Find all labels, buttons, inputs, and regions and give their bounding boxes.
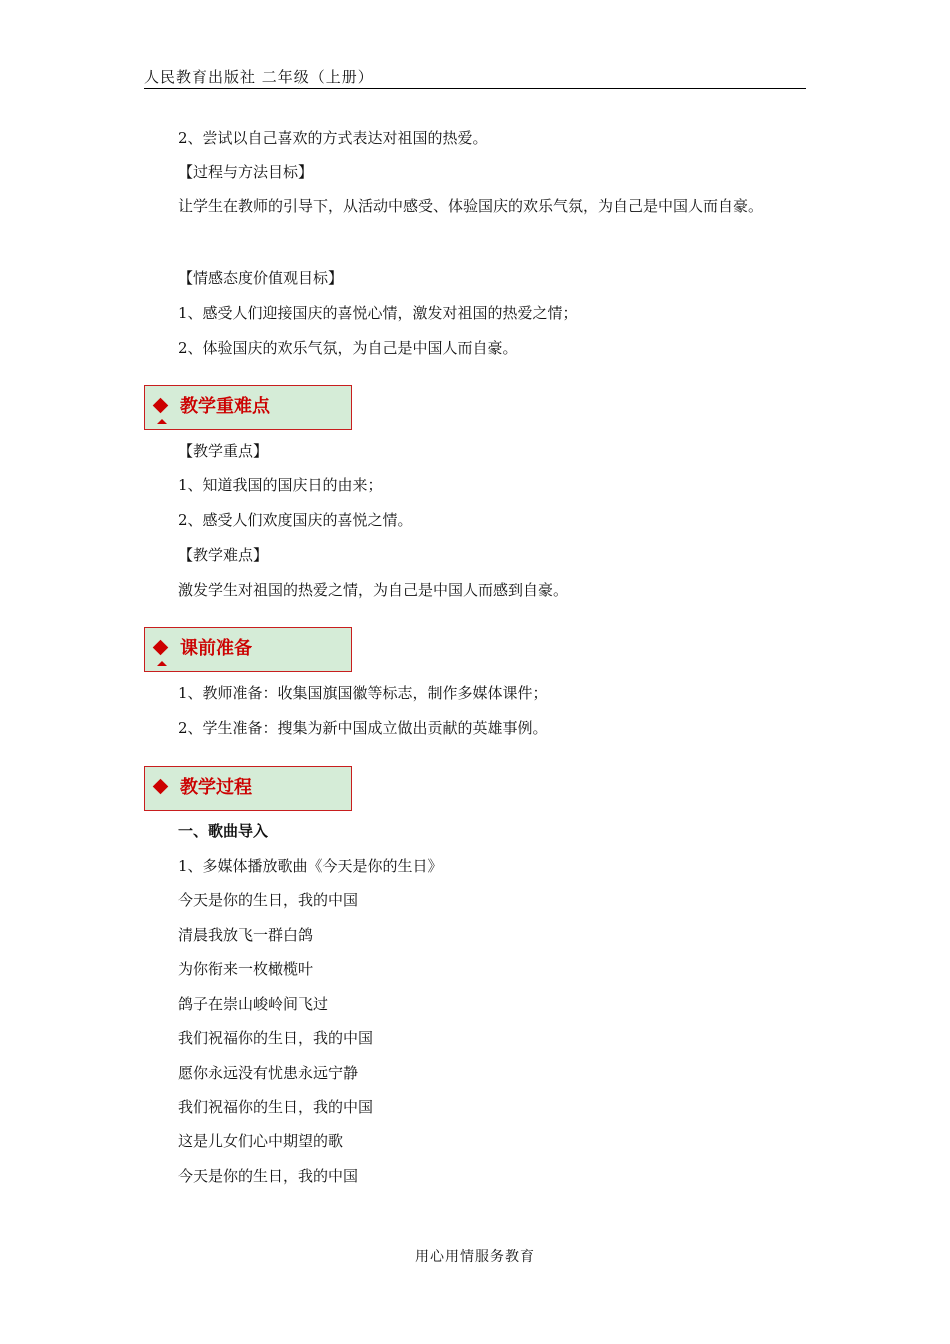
page-header	[144, 66, 806, 89]
section-title: 教学重难点	[180, 396, 270, 417]
objective-item-2: 2、尝试以自己喜欢的方式表达对祖国的热爱。	[178, 129, 488, 147]
lyric-line: 我们祝福你的生日，我的中国	[178, 1098, 374, 1116]
lyric-line: 今天是你的生日，我的中国	[178, 1167, 359, 1185]
page-footer: 用心用情服务教育	[415, 1249, 535, 1265]
preparation-item: 1、教师准备：收集国旗国徽等标志，制作多媒体课件；	[178, 684, 548, 702]
process-step-heading: 一、歌曲导入	[178, 822, 269, 840]
key-points-heading: 【教学重点】	[178, 442, 269, 460]
diamond-icon	[153, 398, 169, 414]
section-header-key-points	[144, 385, 352, 430]
lyric-line: 清晨我放飞一群白鸽	[178, 926, 314, 944]
section-title: 课前准备	[180, 638, 252, 659]
lyric-line: 愿你永远没有忧患永远宁静	[178, 1064, 359, 1082]
diamond-icon	[153, 779, 169, 795]
lyric-line: 今天是你的生日，我的中国	[178, 891, 359, 909]
preparation-item: 2、学生准备：搜集为新中国成立做出贡献的英雄事例。	[178, 719, 548, 737]
difficult-point-text: 激发学生对祖国的热爱之情，为自己是中国人而感到自豪。	[178, 581, 569, 599]
emotion-item: 1、感受人们迎接国庆的喜悦心情，激发对祖国的热爱之情；	[178, 304, 578, 322]
process-objective-text: 让学生在教师的引导下，从活动中感受、体验国庆的欢乐气氛，为自己是中国人而自豪。	[178, 197, 764, 215]
process-objective-heading: 【过程与方法目标】	[178, 163, 314, 181]
section-header-process	[144, 766, 352, 811]
emotion-objective-heading: 【情感态度价值观目标】	[178, 269, 344, 287]
header-text: 人民教育出版社 二年级（上册）	[144, 68, 374, 86]
process-step-item: 1、多媒体播放歌曲《今天是你的生日》	[178, 857, 443, 875]
lyric-line: 这是儿女们心中期望的歌	[178, 1132, 344, 1150]
lyric-line: 我们祝福你的生日，我的中国	[178, 1029, 374, 1047]
section-header-preparation	[144, 627, 352, 672]
triangle-icon	[157, 419, 167, 424]
triangle-icon	[157, 661, 167, 666]
difficult-points-heading: 【教学难点】	[178, 546, 269, 564]
diamond-icon	[153, 640, 169, 656]
key-point-item: 1、知道我国的国庆日的由来；	[178, 476, 383, 494]
lyric-line: 为你衔来一枚橄榄叶	[178, 960, 314, 978]
emotion-item: 2、体验国庆的欢乐气氛，为自己是中国人而自豪。	[178, 339, 518, 357]
key-point-item: 2、感受人们欢度国庆的喜悦之情。	[178, 511, 413, 529]
section-title: 教学过程	[180, 777, 252, 798]
lyric-line: 鸽子在崇山峻岭间飞过	[178, 995, 329, 1013]
